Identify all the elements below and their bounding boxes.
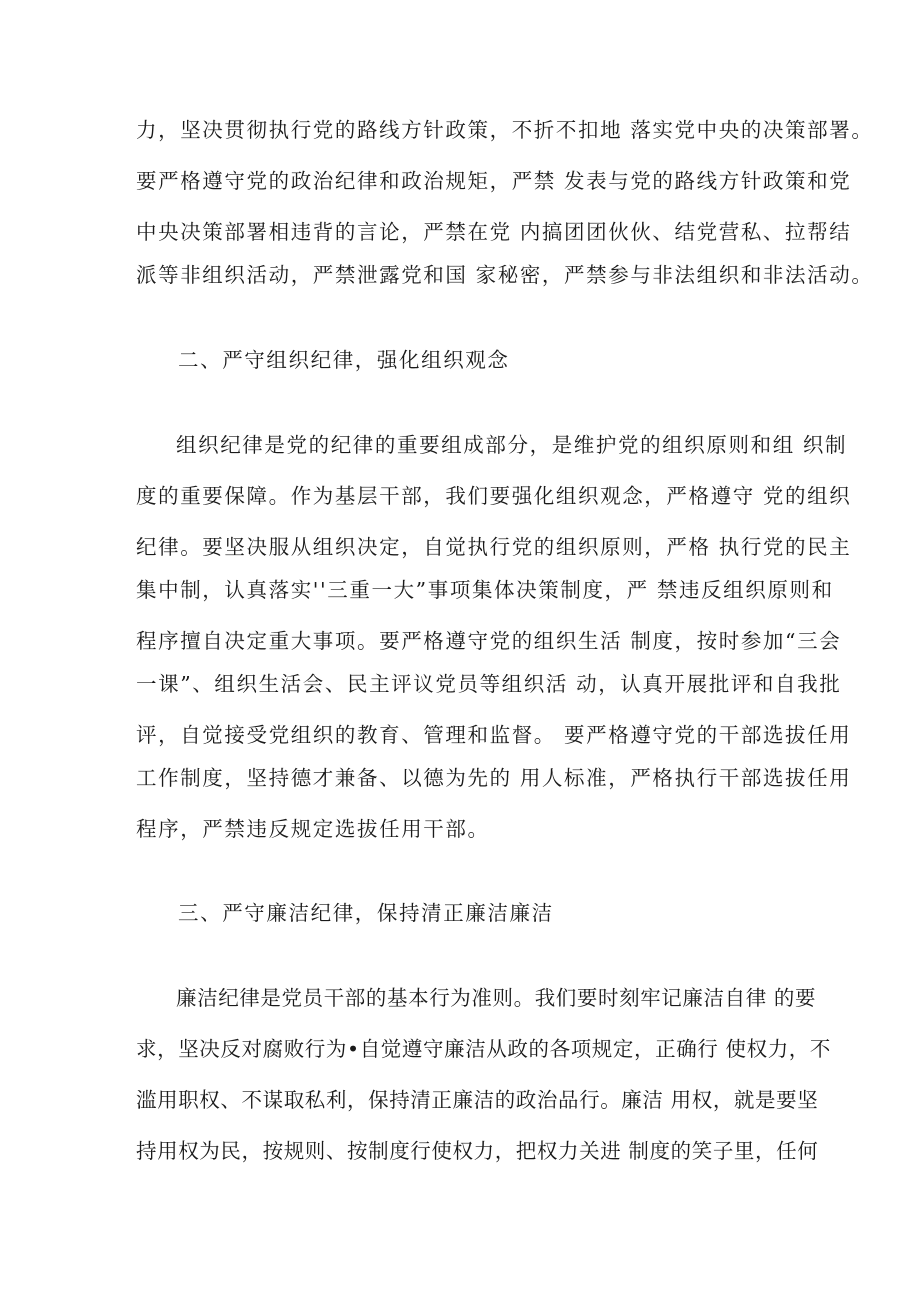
text-line: 一课”、组织生活会、民主评议党员等组织活 动，认真开展批评和自我批 [136,672,842,696]
text-line: 评，自觉接受党组织的教育、管理和监督。 要严格遵守党的干部选拔任用 [136,723,852,747]
text-line: 持用权为民，按规则、按制度行使权力，把权力关进 制度的笑子里，任何 [136,1139,819,1163]
text-line: 程序，严禁违反规定选拔任用干部。 [136,817,490,841]
text-line: 集中制，认真落实''三重一大”事项集体决策制度，严 禁违反组织原则和 [136,578,834,602]
text-line: 求，坚决反对腐败行为•自觉遵守廉洁从政的各项规定，正确行 使权力，不 [136,1037,832,1061]
section-heading-integrity: 三、严守廉洁纪律，保持清正廉洁廉洁 [178,901,554,925]
text-line: 廉洁纪律是党员干部的基本行为准则。我们要时刻牢记廉洁自律 的要 [176,986,817,1010]
text-line: 程序擅自决定重大事项。要严格遵守党的组织生活 制度，按时参加“三会 [136,629,842,653]
text-line: 中央决策部署相违背的言论，严禁在党 内搞团团伙伙、结党营私、拉帮结 [136,220,852,244]
text-line: 力，坚决贯彻执行党的路线方针政策，不折不扣地 落实党中央的决策部署。 [136,118,874,142]
text-line: 派等非组织活动，严禁泄露党和国 家秘密，严禁参与非法组织和非法活动。 [136,263,874,287]
text-line: 工作制度，坚持德才兼备、以德为先的 用人标准，严格执行干部选拔任用 [136,766,852,790]
section-heading-organization: 二、严守组织纪律，强化组织观念 [178,348,510,372]
text-line: 滥用职权、不谋取私利，保持清正廉洁的政治品行。廉洁 用权，就是要坚 [136,1088,819,1112]
text-line: 要严格遵守党的政治纪律和政治规矩，严禁 发表与党的路线方针政策和党 [136,169,852,193]
text-line: 度的重要保障。作为基层干部，我们要强化组织观念，严格遵守 党的组织 [136,484,852,508]
text-line: 纪律。要坚决服从组织决定，自觉执行党的组织原则，严格 执行党的民主 [136,535,852,559]
text-line: 组织纪律是党的纪律的重要组成部分，是维护党的组织原则和组 织制 [176,433,848,457]
